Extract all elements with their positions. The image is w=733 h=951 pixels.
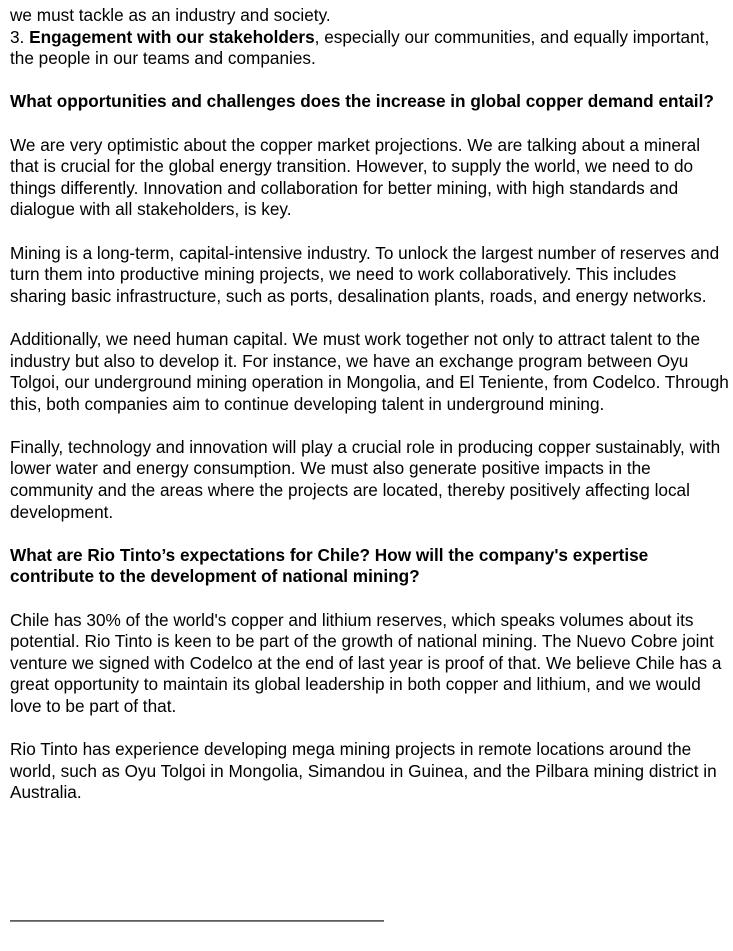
article-body	[10, 5, 732, 804]
list-item-3	[10, 27, 732, 70]
separator-line: ——————————————————————	[10, 910, 384, 929]
answer-paragraph: Rio Tinto has experience developing mega mining projects in remote locations around the world, such as Oyu Tolgoi in Mongolia, Simandou in Guinea, and the Pilbara mining district in Australia.	[10, 739, 717, 803]
answer-paragraph: Mining is a long-term, capital-intensive industry. To unlock the largest number of reserves and turn them into productive mining projects, we need to work collaboratively. This includes sharing basic infrastructure, such as ports, desalination plants, roads, and energy networks.	[10, 242, 720, 306]
list-item-number: 3.	[10, 26, 30, 47]
list-item-bold-lead: Engagement with our stakeholders	[29, 26, 315, 47]
question-heading: What opportunities and challenges does the increase in global copper demand entail?	[10, 91, 714, 112]
list-item-text: , especially our communities, and equally important, the people in our teams and companies.	[10, 26, 710, 69]
answer-paragraph: Finally, technology and innovation will play a crucial role in producing copper sustainably, with lower water and energy consumption. We must also generate positive impacts in the community and the areas where the projects are located, thereby positively affecting local development.	[10, 436, 721, 522]
answer-paragraph: We are very optimistic about the copper market projections. We are talking about a mineral that is crucial for the global energy transition. However, to supply the world, we need to do things differently. Innovation and collaboration for better mining, with high standards and dialogue with all stakeholders, is key.	[10, 134, 701, 220]
question-heading: What are Rio Tinto’s expectations for Chile? How will the company's expertise contribute to the development of national mining?	[10, 544, 649, 587]
answer-paragraph: Additionally, we need human capital. We must work together not only to attract talent to the industry but also to develop it. For instance, we have an exchange program between Oyu Tolgoi, our underground mining operation in Mongolia, and El Teniente, from Codelco. Through this, both companies aim to continue developing talent in underground mining.	[10, 328, 729, 414]
intro-line: we must tackle as an industry and society.	[10, 5, 331, 25]
answer-paragraph: Chile has 30% of the world's copper and lithium reserves, which speaks volumes about its potential. Rio Tinto is keen to be part of the growth of national mining. The Nuevo Cobre joint venture we signed with Codelco at the end of last year is proof of that. We believe Chile has a great opportunity to maintain its global leadership in both copper and lithium, and we would love to be part of that.	[10, 609, 722, 716]
